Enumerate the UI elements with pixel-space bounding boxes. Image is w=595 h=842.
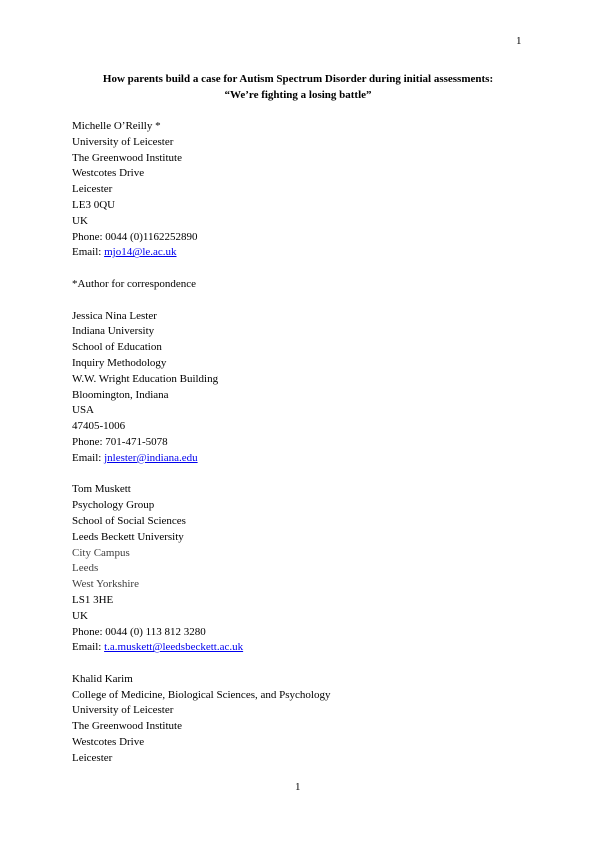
address-line: Bloomington, Indiana [72, 388, 169, 401]
email-link[interactable]: mjo14@le.ac.uk [104, 246, 177, 259]
affiliation-line: Psychology Group [72, 499, 155, 512]
country-line: USA [72, 404, 95, 417]
author-block-karim [72, 672, 552, 767]
email-label: Email: [72, 451, 105, 464]
correspondence-note [72, 277, 552, 293]
country-line: UK [72, 609, 88, 622]
affiliation-line: Inquiry Methodology [72, 356, 167, 369]
phone-line: Phone: 701-471-5078 [72, 435, 168, 448]
postcode-line: 47405-1006 [72, 420, 126, 433]
correspondence-note-text: *Author for correspondence [72, 277, 197, 290]
email-link[interactable]: jnlester@indiana.edu [104, 451, 198, 464]
affiliation-line: University of Leicester [72, 704, 174, 717]
affiliation-line: School of Education [72, 341, 162, 354]
affiliation-line: School of Social Sciences [72, 514, 186, 527]
author-name: Jessica Nina Lester [72, 309, 157, 322]
email-line [72, 451, 552, 467]
author-name: Khalid Karim [72, 672, 133, 685]
email-label: Email: [72, 246, 105, 259]
header-page-number: 1 [516, 35, 522, 47]
title-line-2: “We’re fighting a losing battle” [224, 89, 372, 101]
address-line: West Yorkshire [72, 578, 139, 591]
affiliation-line: The Greenwood Institute [72, 720, 182, 733]
email-link[interactable]: t.a.muskett@leedsbeckett.ac.uk [104, 641, 244, 654]
email-line [72, 245, 552, 261]
address-line: Leeds [72, 562, 99, 575]
phone-line: Phone: 0044 (0) 113 812 3280 [72, 625, 206, 638]
postcode-line: LE3 0QU [72, 198, 116, 211]
address-line: W.W. Wright Education Building [72, 372, 219, 385]
phone-line: Phone: 0044 (0)1162252890 [72, 230, 198, 243]
author-block-oreilly [72, 119, 552, 261]
affiliation-line: Leeds Beckett University [72, 530, 184, 543]
address-line: Westcotes Drive [72, 167, 145, 180]
address-line: Leicester [72, 751, 113, 764]
email-label: Email: [72, 641, 105, 654]
affiliation-line: The Greenwood Institute [72, 151, 182, 164]
author-name: Tom Muskett [72, 483, 131, 496]
title-line-1: How parents build a case for Autism Spectrum Disorder during initial assessments: [102, 73, 494, 85]
address-line: Westcotes Drive [72, 736, 145, 749]
email-line [72, 640, 552, 656]
address-line: City Campus [72, 546, 130, 559]
author-list [72, 119, 552, 767]
footer-page-number: 1 [295, 781, 301, 793]
author-block-muskett [72, 482, 552, 656]
author-block-lester [72, 309, 552, 467]
author-name: Michelle O’Reilly * [72, 120, 161, 132]
address-line: Leicester [72, 183, 113, 196]
affiliation-line: College of Medicine, Biological Sciences, and Psychology [72, 688, 331, 701]
affiliation-line: Indiana University [72, 325, 155, 338]
affiliation-line: University of Leicester [72, 135, 174, 148]
country-line: UK [72, 214, 88, 227]
postcode-line: LS1 3HE [72, 593, 114, 606]
paper-title [40, 71, 556, 103]
